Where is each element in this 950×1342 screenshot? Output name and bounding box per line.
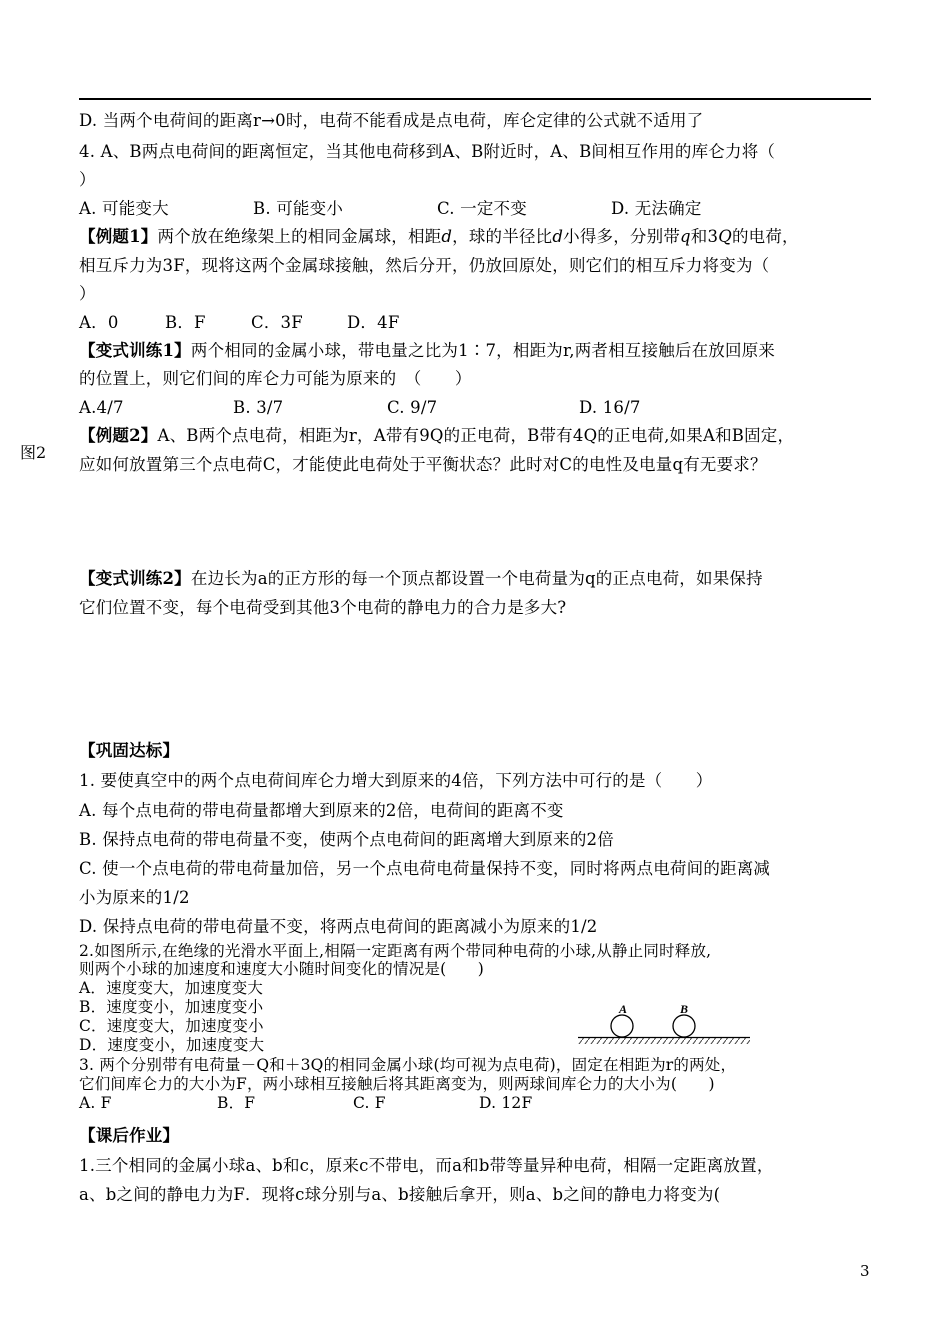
- exercise-1-option-d: D. 保持点电荷的带电荷量不变，将两点电荷间的距离减小为原来的1/2: [79, 917, 598, 936]
- example-1-options: [79, 312, 399, 334]
- page-number: 3: [860, 1262, 870, 1280]
- ball-a: [611, 1015, 633, 1037]
- exercise-2-option-a: A．速度变大，加速度变大: [79, 979, 264, 997]
- variant-2-stem: 【变式训练2】在边长为a的正方形的每一个顶点都设置一个电荷量为q的正点电荷，如果保持: [79, 569, 763, 588]
- exercise-1-option-b: B. 保持点电荷的带电荷量不变，使两个点电荷间的距离增大到原来的2倍: [79, 830, 614, 849]
- variant-2-tag: 【变式训练2】: [79, 569, 191, 588]
- variant-1-stem-cont: 的位置上，则它们间的库仑力可能为原来的 （ ）: [79, 369, 472, 388]
- question-3-option-d: D. 当两个电荷间的距离r→0时，电荷不能看成是点电荷，库仑定律的公式就不适用了: [79, 111, 704, 130]
- ball-b: [673, 1015, 695, 1037]
- example-2-stem: 【例题2】A、B两个点电荷，相距为r，A带有9Q的正电荷，B带有4Q的正电荷,如果A和B固定，: [79, 426, 795, 445]
- option-b: B．F: [165, 313, 206, 332]
- figure-2-label: 图2: [20, 443, 47, 462]
- option-a: A.4/7: [79, 398, 124, 417]
- variant-1-options: [79, 397, 641, 419]
- example-1-stem: 【例题1】两个放在绝缘架上的相同金属球，相距d，球的半径比d小得多，分别带q和3Q的电荷，: [79, 227, 799, 246]
- exercise-1-option-c: C. 使一个点电荷的带电荷量加倍，另一个点电荷电荷量保持不变，同时将两点电荷间的距离减: [79, 859, 771, 878]
- question-4-options: [79, 198, 702, 220]
- exercise-2-option-c: C．速度变大，加速度变小: [79, 1017, 264, 1035]
- question-4-paren: ）: [79, 170, 96, 189]
- homework-1-stem-cont: a、b之间的静电力为F．现将c球分别与a、b接触后拿开，则a、b之间的静电力将变为(: [79, 1185, 721, 1204]
- ground-hatching: [578, 1038, 750, 1044]
- option-c: C. 9/7: [387, 398, 438, 417]
- option-d: D. 16/7: [579, 398, 641, 417]
- variant-2-stem-cont: 它们位置不变，每个电荷受到其他3个电荷的静电力的合力是多大?: [79, 598, 567, 617]
- example-1-tag: 【例题1】: [79, 227, 158, 246]
- exercise-2-stem: 2.如图所示,在绝缘的光滑水平面上,相隔一定距离有两个带同种电荷的小球,从静止同时释放,: [79, 942, 712, 960]
- ball-b-label: B: [680, 1002, 689, 1016]
- example-2-stem-cont: 应如何放置第三个点电荷C，才能使此电荷处于平衡状态？此时对C的电性及电量q有无要求？: [79, 455, 767, 474]
- exercise-1-stem: 1. 要使真空中的两个点电荷间库仑力增大到原来的4倍，下列方法中可行的是（ ）: [79, 771, 713, 790]
- question-4-stem: 4. A、B两点电荷间的距离恒定，当其他电荷移到A、B附近时，A、B间相互作用的库仑力将（: [79, 142, 776, 161]
- example-2-tag: 【例题2】: [79, 426, 158, 445]
- option-b: B. 3/7: [233, 398, 284, 417]
- exercise-1-option-a: A. 每个点电荷的带电荷量都增大到原来的2倍，电荷间的距离不变: [79, 801, 564, 820]
- homework-heading: 【课后作业】: [79, 1126, 180, 1145]
- option-a: A．0: [79, 313, 119, 332]
- exercise-3-stem: 3. 两个分别带有电荷量－Q和＋3Q的相同金属小球(均可视为点电荷)，固定在相距为r的两处，: [79, 1056, 737, 1074]
- exercise-2-option-d: D．速度变小，加速度变大: [79, 1036, 265, 1054]
- option-a: A. F: [79, 1094, 112, 1112]
- option-c: C. 一定不变: [437, 199, 527, 218]
- option-d: D．4F: [347, 313, 400, 332]
- exercise-2-option-b: B．速度变小，加速度变小: [79, 998, 264, 1016]
- two-balls-figure: [576, 1000, 752, 1046]
- variant-1-stem: 【变式训练1】两个相同的金属小球，带电量之比为1∶7，相距为r,两者相互接触后在放回原来: [79, 341, 776, 360]
- consolidation-heading: 【巩固达标】: [79, 741, 180, 760]
- ball-a-label: A: [619, 1002, 628, 1016]
- header-rule: [79, 98, 871, 100]
- option-b: B. 可能变小: [253, 199, 344, 218]
- option-d: D. 无法确定: [611, 199, 702, 218]
- exercise-3-options: [79, 1094, 532, 1112]
- option-c: C. F: [353, 1094, 386, 1112]
- option-c: C．3F: [251, 313, 303, 332]
- exercise-2-stem-cont: 则两个小球的加速度和速度大小随时间变化的情况是( ): [79, 960, 484, 978]
- example-1-paren: ）: [79, 284, 96, 303]
- homework-1-stem: 1.三个相同的金属小球a、b和c，原来c不带电，而a和b带等量异种电荷，相隔一定距离放置，: [79, 1156, 774, 1175]
- example-1-stem-cont: 相互斥力为3F，现将这两个金属球接触，然后分开，仍放回原处，则它们的相互斥力将变为（: [79, 256, 770, 275]
- variant-1-tag: 【变式训练1】: [79, 341, 191, 360]
- option-b: B．F: [217, 1094, 256, 1112]
- option-a: A. 可能变大: [79, 199, 169, 218]
- option-d: D. 12F: [479, 1094, 533, 1112]
- exercise-1-option-c-cont: 小为原来的1/2: [79, 888, 190, 907]
- exercise-3-stem-cont: 它们间库仑力的大小为F，两小球相互接触后将其距离变为，则两球间库仑力的大小为( ): [79, 1075, 715, 1093]
